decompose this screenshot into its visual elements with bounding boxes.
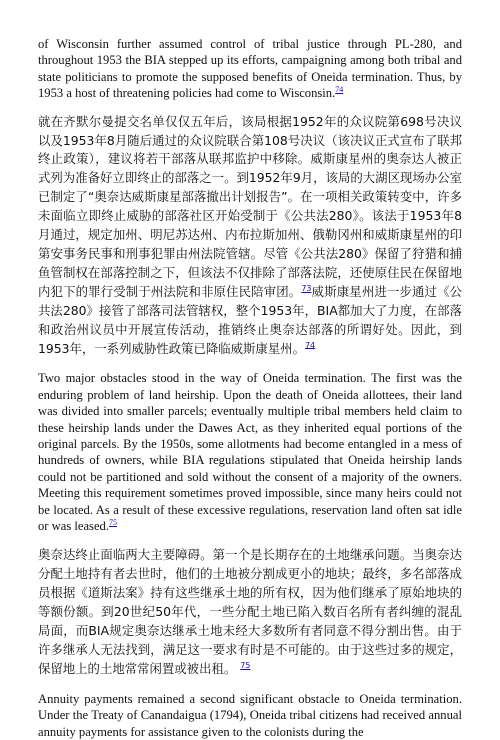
paragraph-english-2 [38, 370, 462, 534]
paragraph-text: Annuity payments remained a second significant obstacle to Oneida termination. Under the Treaty of Canandaigua (1794), Oneida tribal citizens had received annual annuity payments for assistance given to the colonists during the [38, 691, 462, 739]
document-page [38, 36, 462, 740]
paragraph-chinese-2 [38, 546, 462, 678]
footnote-link[interactable]: 74 [304, 340, 316, 350]
paragraph-text: 就在齐默尔曼提交名单仅仅五年后，该局根据1952年的众议院第698号决议以及1953年8月随后通过的众议院联合第108号决议（该决议正式宣布了联邦终止政策），建议将若干部落从联邦监护中移除。威斯康星州的奥奈达人被正式列为准备好立即终止的部落之一。到1952年9月，该局的大湖区现场办公室已制定了“奥奈达威斯康星部落撤出计划报告”。在一项相关政策转变中，许多未面临立即终止威胁的部落社区开始受制于《公共法280》。该法于1953年8月通过，规定加州、明尼苏达州、内布拉斯加州、俄勒冈州和威斯康星州的印第安事务民事和刑事犯罪由州法院管辖。尽管《公共法280》保留了狩猎和捕鱼管制权在部落控制之下，但该法不仅排除了部落法院，还使原住民在保留地内犯下的罪行受制于州法院和非原住民陪审团。 [38, 113, 462, 299]
footnote-link[interactable]: 75 [109, 517, 117, 527]
paragraph-english-1 [38, 36, 462, 102]
paragraph-english-3 [38, 691, 462, 740]
paragraph-text: Two major obstacles stood in the way of Oneida termination. The first was the enduring problem of land heirship. Upon the death of Oneida allottees, their land was divided into smaller parcels; eventually multiple tribal members held claim to these heirship lands under the Dawes Act, as they inherited equal portions of the original parcels. By the 1950s, some allotments had become entangled in a mess of hundreds of owners, while BIA regulations stipulated that Oneida heirship lands could not be partitioned and sold without the consent of a majority of the owners. Meeting this requirement sometimes proved impossible, since many heirs could not be located. As a result of these excessive regulations, reservation land often sat idle or was leased. [38, 371, 462, 534]
paragraph-text: 威斯康星州进一步通过《公共法280》接管了部落司法管辖权，整个1953年，BIA都加大了力度，在部落和政治州议员中开展宣传活动，推销终止奥奈达部落的所谓好处。因此，到1953年，一系列威胁性政策已降临威斯康星州。 [38, 283, 463, 356]
footnote-link[interactable]: 75 [240, 660, 251, 670]
footnote-link[interactable]: 74 [335, 85, 344, 95]
footnote-link[interactable]: 73 [301, 283, 312, 293]
paragraph-text: 奥奈达终止面临两大主要障碍。第一个是长期存在的土地继承问题。当奥奈达分配土地持有者去世时，他们的土地被分割成更小的地块；最终，多名部落成员根据《道斯法案》持有这些继承土地的所有权，因为他们继承了原始地块的等额份额。到20世纪50年代，一些分配土地已陷入数百名所有者纠缠的混乱局面，而BIA规定奥奈达继承土地未经大多数所有者同意不得分割出售。由于许多继承人无法找到，满足这一要求有时是不可能的。由于这些过多的规定，保留地上的土地常常闲置或被出租。 [38, 547, 462, 676]
paragraph-chinese-1 [38, 113, 462, 359]
paragraph-text: of Wisconsin further assumed control of tribal justice through PL-280, and throughout 1953 the BIA stepped up its efforts, campaigning among both tribal and state politicians to promote the supposed benefits of Oneida termination. Thus, by 1953 a host of threatening policies had come to Wisconsin. [38, 37, 462, 101]
